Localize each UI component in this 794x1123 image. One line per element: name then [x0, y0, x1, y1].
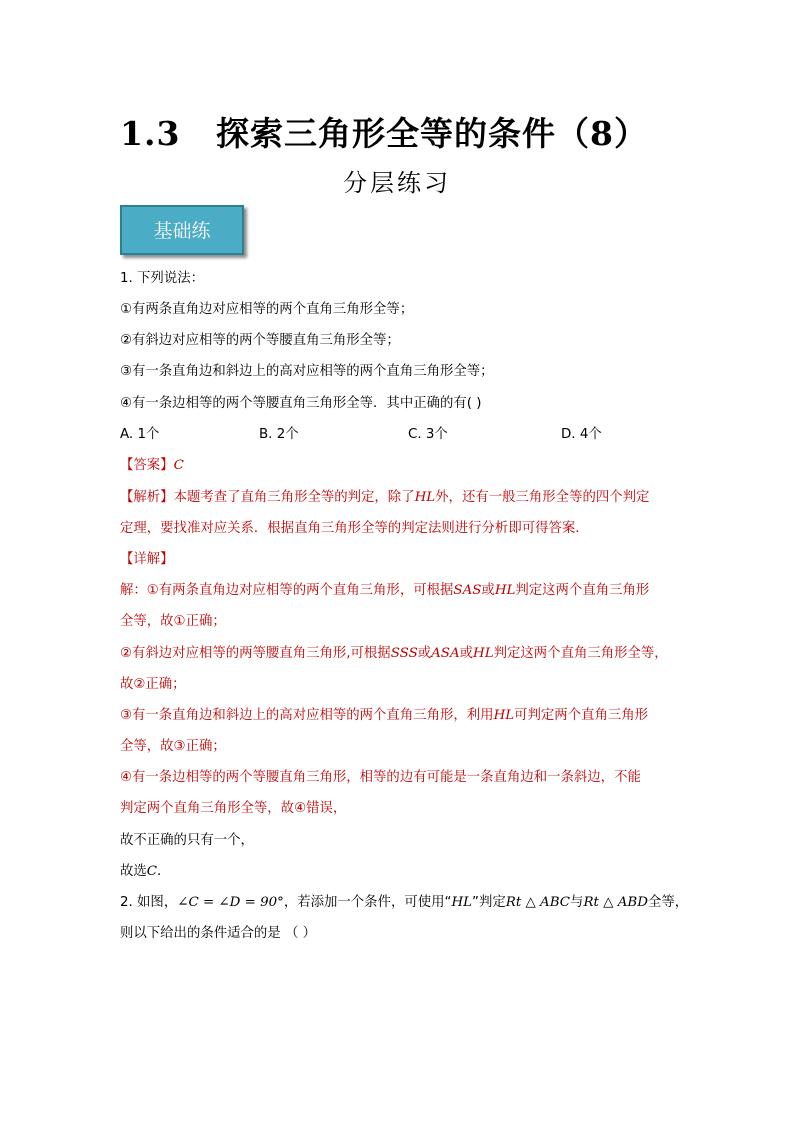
- q2-term: HL: [451, 895, 473, 910]
- q1-option-a: A. 1个: [120, 427, 160, 442]
- detail-text: 或: [481, 583, 495, 598]
- q2-text: ”判定: [472, 895, 506, 910]
- detail-term: SSS: [390, 646, 418, 661]
- q1-detail-4-line-2: 判定两个直角三角形全等，故④错误，: [120, 801, 347, 816]
- detail-text: 可判定两个直角三角形: [514, 708, 649, 723]
- analysis-label: 【解析】: [120, 490, 174, 505]
- section-badge: 基础练: [120, 205, 244, 255]
- conclusion-period: .: [157, 864, 162, 879]
- q1-detail-4-line-1: ④有一条边相等的两个等腰直角三角形，相等的边有可能是一条直角边和一条斜边，不能: [120, 770, 641, 785]
- detail-text: ①有两条直角边对应相等的两个直角三角形，可根据: [146, 583, 454, 598]
- q1-option-c: C. 3个: [408, 427, 448, 442]
- detail-text: ②有斜边对应相等的两等腰直角三角形,可根据: [120, 646, 391, 661]
- page-subtitle: 分层练习: [343, 169, 451, 197]
- q1-option-d: D. 4个: [561, 427, 602, 442]
- q2-text: 与: [570, 895, 584, 910]
- q2-stem-line-2: 则以下给出的条件适合的是 （ ）: [120, 926, 316, 941]
- q2-text: 全等，: [647, 895, 689, 910]
- detail-text: 判定这两个直角三角形全等，: [493, 646, 668, 661]
- detail-term: SAS: [453, 583, 482, 598]
- q2-math: ∠C = ∠D = 90°: [177, 895, 284, 910]
- detail-text: 或: [459, 646, 474, 661]
- q1-detail-3-line-2: 全等，故③正确；: [120, 739, 226, 754]
- analysis-text: 本题考查了直角三角形全等的判定，除了: [173, 490, 415, 505]
- q1-statement-4: ④有一条边相等的两个等腰直角三角形全等．其中正确的有( ): [120, 396, 482, 411]
- q1-detail-1-line-1: [120, 583, 649, 599]
- analysis-hl: HL: [414, 490, 436, 505]
- detail-term: HL: [494, 583, 516, 598]
- q1-stem: 1. 下列说法：: [120, 271, 204, 286]
- conclusion-value: C: [146, 864, 158, 879]
- conclusion-text: 故选: [120, 864, 147, 879]
- detail-text: ③有一条直角边和斜边上的高对应相等的两个直角三角形，利用: [120, 708, 494, 723]
- q1-detail-2-line-2: 故②正确；: [120, 677, 186, 692]
- q2-math: Rt △ ABD: [583, 895, 648, 910]
- q2-text: ，若添加一个条件，可使用“: [283, 895, 452, 910]
- q2-math: Rt △ ABC: [505, 895, 571, 910]
- q1-detail-2-line-1: [120, 646, 668, 662]
- analysis-text-b: 外，还有一般三角形全等的四个判定: [435, 490, 650, 505]
- detail-text: 或: [417, 646, 432, 661]
- q1-conclusion-1: 故不正确的只有一个，: [120, 833, 254, 848]
- q2-stem-line-1: [120, 895, 688, 911]
- q1-analysis-line-1: [120, 490, 649, 506]
- q2-text: 2. 如图，: [120, 895, 178, 910]
- answer-label: 【答案】: [120, 458, 174, 473]
- q1-option-b: B. 2个: [259, 427, 299, 442]
- section-number: 1.3: [120, 114, 181, 153]
- q1-answer: [120, 458, 184, 474]
- q1-statement-1: ①有两条直角边对应相等的两个直角三角形全等；: [120, 302, 414, 317]
- q1-detail-3-line-1: [120, 708, 648, 724]
- title-text: 探索三角形全等的条件（8）: [216, 114, 648, 153]
- q1-statement-3: ③有一条直角边和斜边上的高对应相等的两个直角三角形全等；: [120, 364, 494, 379]
- detail-term: HL: [473, 646, 494, 661]
- detail-text: 判定这两个直角三角形: [515, 583, 650, 598]
- answer-value: C: [173, 458, 184, 473]
- q1-conclusion-2: [120, 864, 161, 880]
- detail-term: HL: [493, 708, 515, 723]
- detail-term: ASA: [431, 646, 460, 661]
- q1-detail-1-line-2: 全等，故①正确；: [120, 614, 226, 629]
- q1-statement-2: ②有斜边对应相等的两个等腰直角三角形全等；: [120, 333, 400, 348]
- detail-label: 【详解】: [120, 552, 174, 567]
- q1-analysis-line-2: 定理，要找准对应关系．根据直角三角形全等的判定法则进行分析即可得答案．: [120, 521, 589, 536]
- detail-prefix: 解：: [120, 583, 147, 598]
- page-title: [120, 108, 740, 155]
